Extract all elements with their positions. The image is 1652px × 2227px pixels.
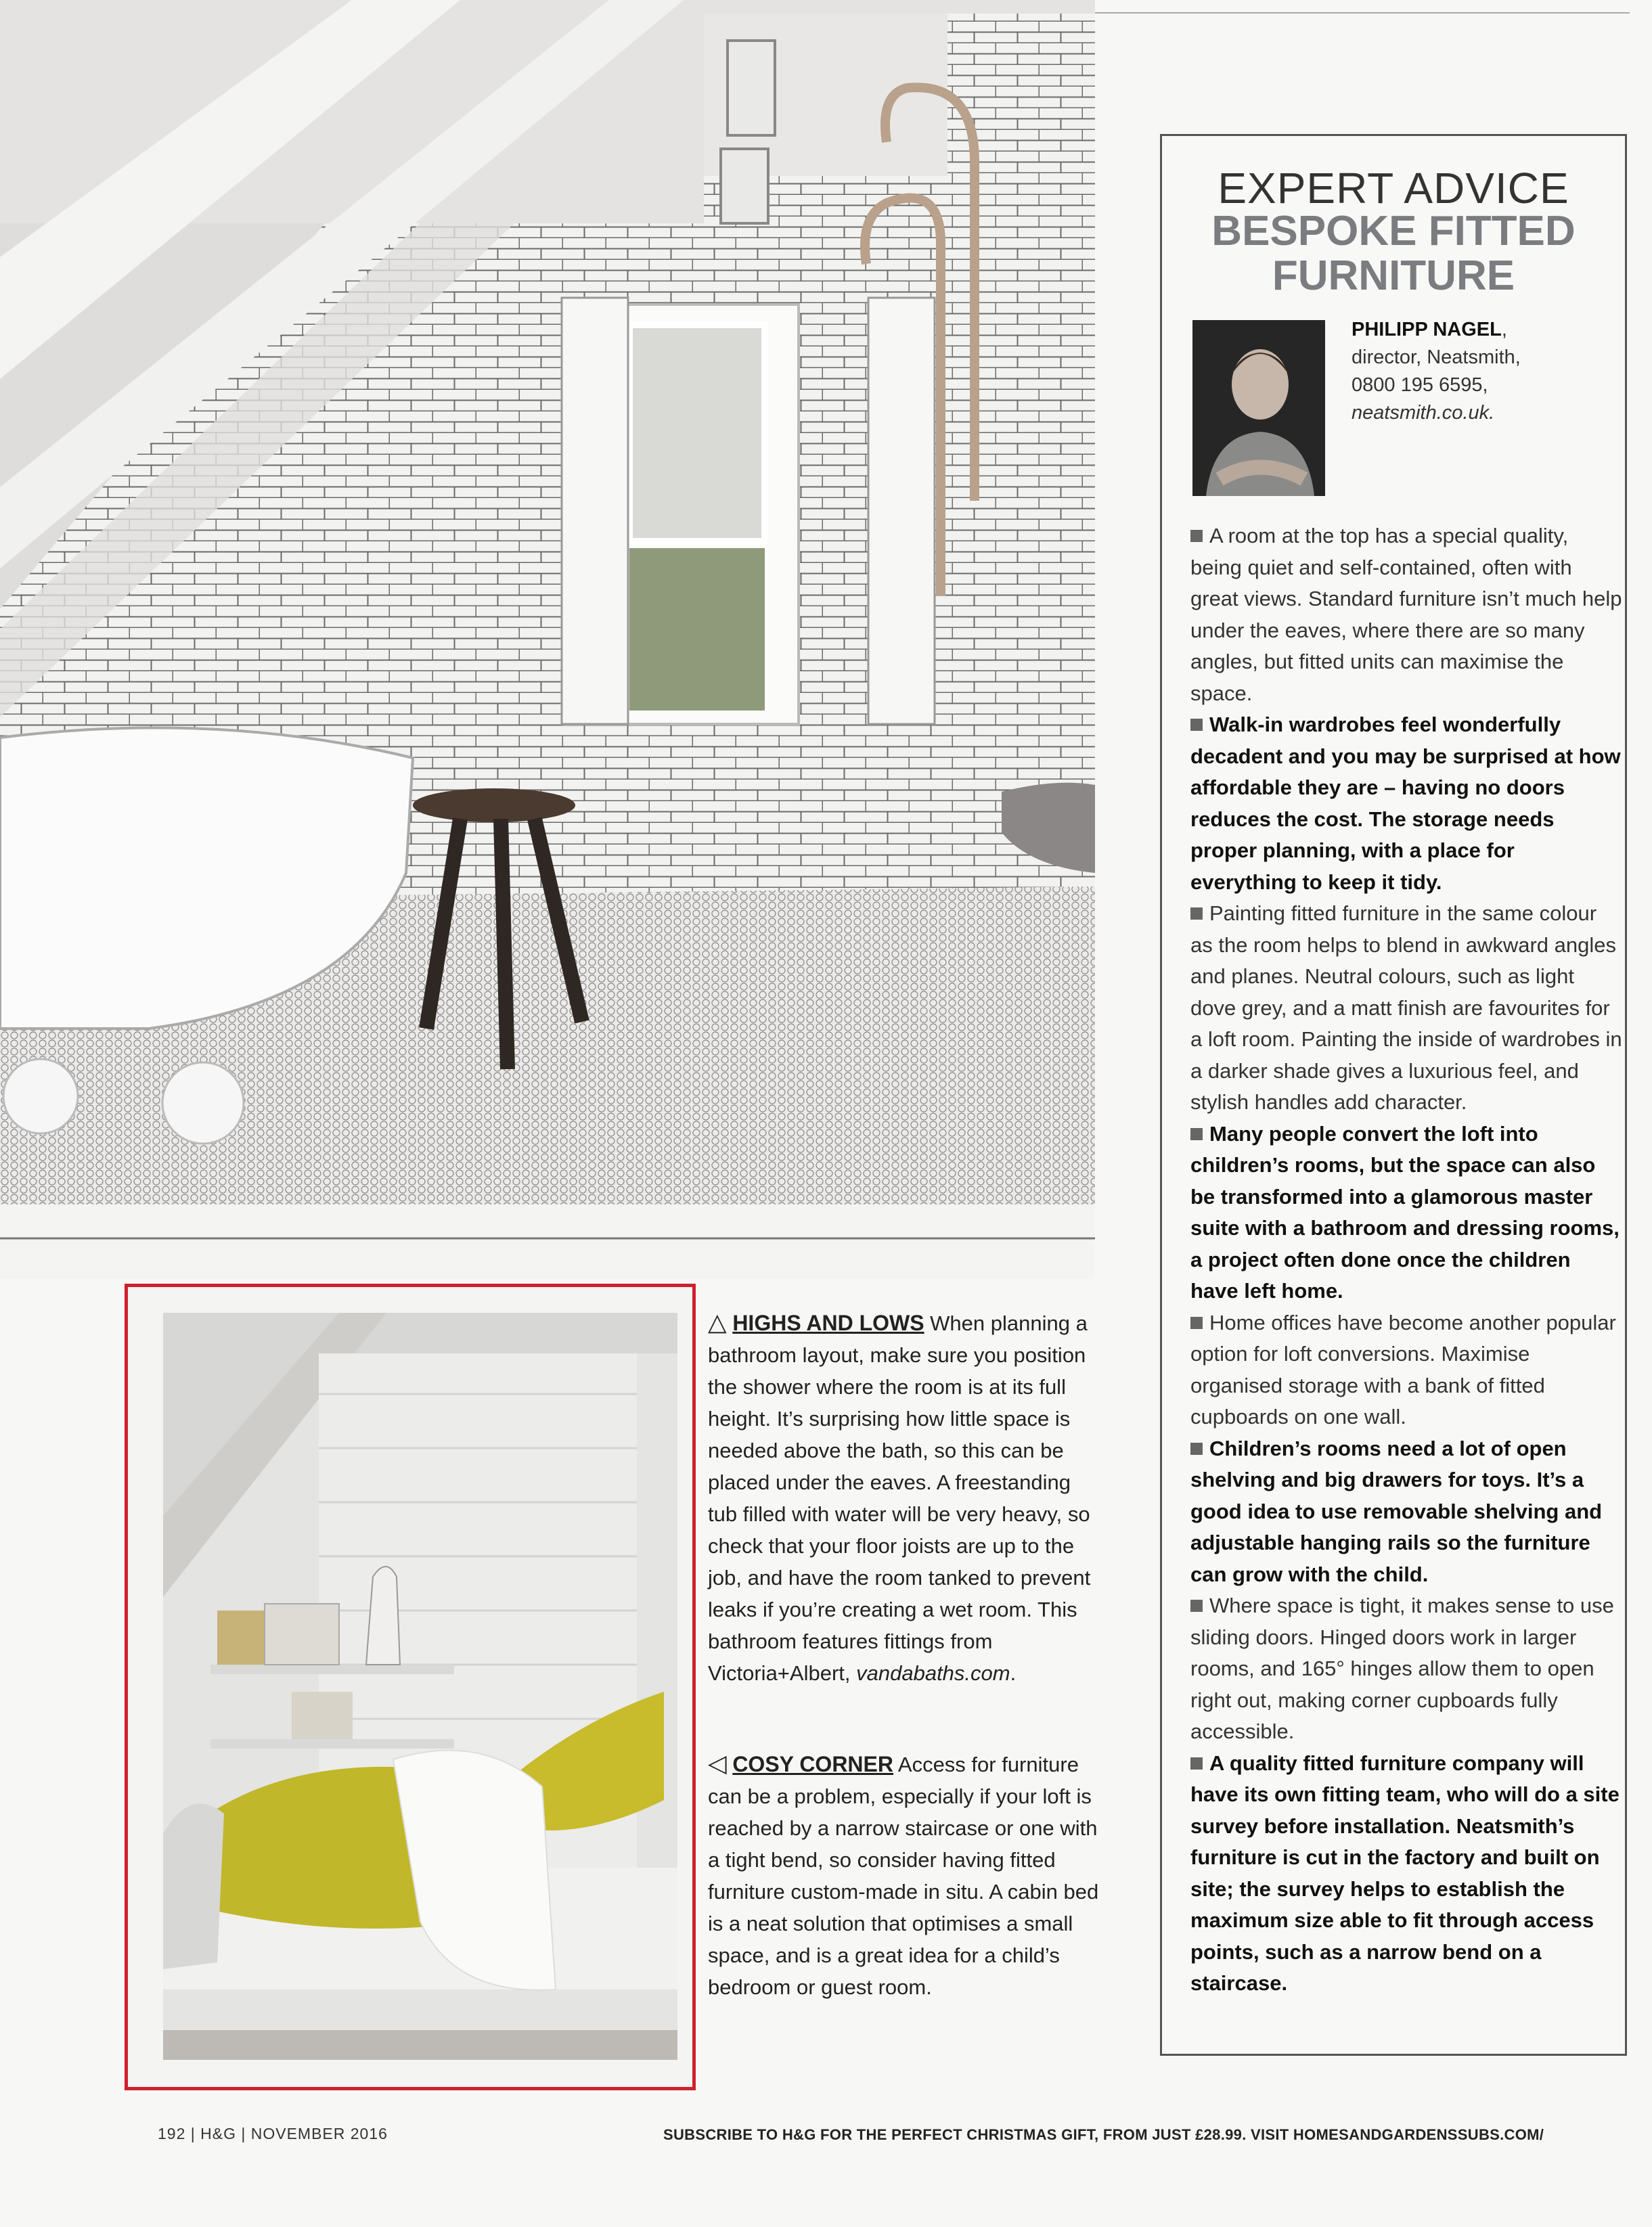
advice-tip: [1190, 1748, 1624, 2000]
advice-text: A quality fitted furniture company will have its own fitting team, who will do a site survey before installation. Neatsmith’s furniture is cut in the factory and built on site; the survey helps to establish the maximum size able to fit through access points, such as a narrow bend on a staircase.: [1190, 1751, 1620, 1995]
advice-tip: [1190, 520, 1624, 709]
caption-highs-and-lows: [708, 1306, 1100, 1689]
caption-heading: COSY CORNER: [732, 1752, 893, 1776]
cabin-bed-photo: [163, 1313, 677, 2060]
caption-cosy-corner: [708, 1747, 1100, 2003]
advice-text: Many people convert the loft into children’s rooms, but the space can also be transformed into a glamorous master suite with a bathroom and dressing rooms, a project often done once the children have left home.: [1190, 1121, 1620, 1303]
triangle-left-icon: ◁: [708, 1749, 727, 1777]
caption-body: When planning a bathroom layout, make sure you position the shower where the room is at its full height. It’s surprising how little space is needed above the bath, so this can be placed under the eaves. A freestanding tub filled with water will be very heavy, so check that your floor joists are up to the job, and have the room tanked to prevent leaks if you’re creating a wet room. This bathroom features fittings from Victoria+Albert,: [708, 1311, 1091, 1685]
advice-text: Painting fitted furniture in the same colour as the room helps to blend in awkward angles and planes. Neutral colours, such as light dove grey, and a matt finish are favourites for a loft room. Painting the inside of wardrobes in a darker shade gives a luxurious feel, and stylish handles add character.: [1190, 901, 1622, 1114]
advice-tip: [1190, 898, 1624, 1119]
advice-tip: [1190, 1307, 1624, 1433]
square-bullet-icon: [1190, 907, 1203, 920]
advice-text: Where space is tight, it makes sense to use sliding doors. Hinged doors work in larger rooms, and 165° hinges allow them to open right out, making corner cupboards fully accessible.: [1190, 1594, 1614, 1743]
square-bullet-icon: [1190, 719, 1203, 731]
square-bullet-icon: [1190, 1128, 1203, 1140]
square-bullet-icon: [1190, 1317, 1203, 1329]
expert-role: director, Neatsmith,: [1352, 346, 1521, 368]
square-bullet-icon: [1190, 1757, 1203, 1770]
square-bullet-icon: [1190, 1600, 1203, 1612]
advice-text: Walk-in wardrobes feel wonderfully decadent and you may be surprised at how affordable they are – having no doors reduces the cost. The storage needs proper planning, with a place for everything to keep it tidy.: [1190, 713, 1621, 894]
page-folio: 192 | H&G | NOVEMBER 2016: [158, 2125, 388, 2142]
caption-body: Access for furniture can be a problem, especially if your loft is reached by a narrow staircase or one with a tight bend, so consider having fitted furniture custom-made in situ. A cabin bed is a neat solution that optimises a small space, and is a great idea for a child’s bedroom or guest room.: [708, 1753, 1099, 1999]
advice-tip: [1190, 1433, 1624, 1591]
caption-heading: HIGHS AND LOWS: [732, 1311, 924, 1335]
advice-text: Children’s rooms need a lot of open shelving and big drawers for toys. It’s a good idea to use removable shelving and adjustable hanging rails so the furniture can grow with the child.: [1190, 1436, 1603, 1586]
advice-list: [1190, 520, 1624, 2000]
expert-website: neatsmith.co.uk.: [1352, 402, 1495, 424]
expert-title: BESPOKE FITTED FURNITURE: [1211, 208, 1576, 299]
expert-phone: 0800 195 6595,: [1352, 374, 1488, 396]
advice-tip: [1190, 709, 1624, 898]
advice-tip: [1190, 1590, 1624, 1748]
expert-name: PHILIPP NAGEL: [1352, 319, 1502, 340]
caption-end: .: [1010, 1661, 1017, 1685]
subscribe-banner: SUBSCRIBE TO H&G FOR THE PERFECT CHRISTMAS GIFT, FROM JUST £28.99. VISIT HOMESANDGARDENSSUBS.COM/: [663, 2126, 1544, 2143]
cabin-bed-photo-frame: [125, 1284, 696, 2090]
expert-credit: PHILIPP NAGEL, director, Neatsmith, 0800 195 6595, neatsmith.co.uk.: [1352, 316, 1609, 427]
caption-website: vandabaths.com: [856, 1661, 1010, 1685]
square-bullet-icon: [1190, 530, 1203, 542]
advice-text: Home offices have become another popular option for loft conversions. Maximise organised storage with a bank of fitted cupboards on one wall.: [1190, 1310, 1616, 1429]
expert-advice-box: [1160, 134, 1627, 2056]
triangle-up-icon: △: [708, 1308, 727, 1336]
top-rule: [1095, 12, 1630, 14]
advice-text: A room at the top has a special quality, being quiet and self-contained, often with great views. Standard furniture isn’t much help under the eaves, where there are so many angles, but fitted units can maximise the space.: [1190, 524, 1622, 705]
square-bullet-icon: [1190, 1443, 1203, 1455]
expert-kicker: EXPERT ADVICE: [1218, 164, 1569, 212]
bathroom-photo: [0, 0, 1095, 1279]
advice-tip: [1190, 1119, 1624, 1307]
expert-portrait: [1192, 320, 1325, 496]
